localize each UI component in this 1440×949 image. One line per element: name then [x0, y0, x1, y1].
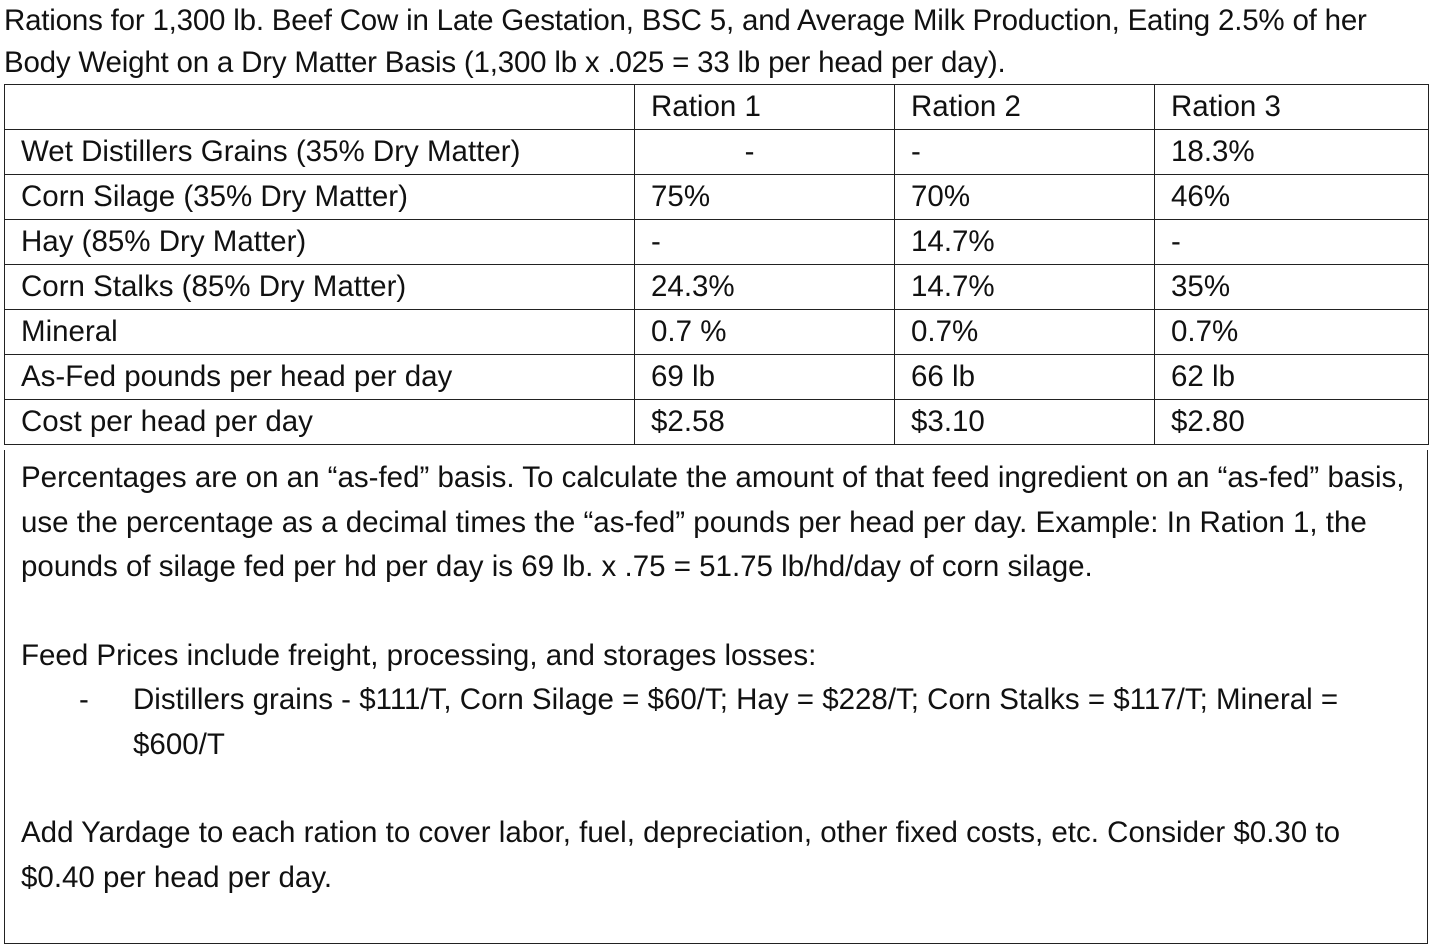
table-cell: $2.58 — [635, 400, 895, 445]
table-cell: $2.80 — [1155, 400, 1429, 445]
feed-prices-text: Distillers grains - $111/T, Corn Silage = $60/T; Hay = $228/T; Corn Stalks = $117/T; Mineral = $600/T — [133, 683, 1339, 761]
table-row — [5, 175, 1429, 220]
row-label-mineral: Mineral — [5, 310, 635, 355]
header-cell-ration-3: Ration 3 — [1155, 85, 1429, 130]
table-cell: 35% — [1155, 265, 1429, 310]
table-cell: 70% — [895, 175, 1155, 220]
spacer — [21, 767, 1407, 811]
notes-box — [4, 450, 1428, 944]
table-cell: 0.7% — [895, 310, 1155, 355]
row-label-cost-per-head: Cost per head per day — [5, 400, 635, 445]
table-header-row — [5, 85, 1429, 130]
table-cell: 46% — [1155, 175, 1429, 220]
table-cell: 0.7% — [1155, 310, 1429, 355]
table-row — [5, 130, 1429, 175]
as-fed-paragraph: Percentages are on an “as-fed” basis. To calculate the amount of that feed ingredient on an “as-fed” basis, use the percentage as a decimal times the “as-fed” pounds per head per day. Example: In Ration 1, the pounds of silage fed per hd per day is 69 lb. x .75 = 51.75 lb/hd/day of corn silage. — [21, 461, 1405, 583]
table-cell: - — [895, 130, 1155, 175]
row-label-corn-silage: Corn Silage (35% Dry Matter) — [5, 175, 635, 220]
table-cell: - — [635, 220, 895, 265]
row-label-wet-distillers-grains: Wet Distillers Grains (35% Dry Matter) — [5, 130, 635, 175]
row-label-hay: Hay (85% Dry Matter) — [5, 220, 635, 265]
table-cell: 66 lb — [895, 355, 1155, 400]
feed-prices-heading: Feed Prices include freight, processing, and storages losses: — [21, 638, 817, 672]
header-cell-ration-1: Ration 1 — [635, 85, 895, 130]
spacer — [21, 590, 1407, 634]
bullet-dash: - — [79, 683, 89, 716]
row-label-as-fed-pounds: As-Fed pounds per head per day — [5, 355, 635, 400]
table-cell: 0.7 % — [635, 310, 895, 355]
table-cell: 24.3% — [635, 265, 895, 310]
table-row — [5, 220, 1429, 265]
table-row — [5, 355, 1429, 400]
table-row — [5, 310, 1429, 355]
table-cell: 62 lb — [1155, 355, 1429, 400]
table-cell: 18.3% — [1155, 130, 1429, 175]
table-cell: - — [1155, 220, 1429, 265]
table-cell: $3.10 — [895, 400, 1155, 445]
table-row — [5, 400, 1429, 445]
row-label-corn-stalks: Corn Stalks (85% Dry Matter) — [5, 265, 635, 310]
table-row — [5, 265, 1429, 310]
document-title: Rations for 1,300 lb. Beef Cow in Late Gestation, BSC 5, and Average Milk Production, Eating 2.5% of her Body Weight on a Dry Matter Basis (1,300 lb x .025 = 33 lb per head per day). — [4, 4, 1367, 79]
table-cell: 14.7% — [895, 220, 1155, 265]
yardage-paragraph: Add Yardage to each ration to cover labor, fuel, depreciation, other fixed costs, etc. Consider $0.30 to $0.40 per head per day. — [21, 816, 1341, 894]
header-cell-empty — [5, 85, 635, 130]
table-cell: 69 lb — [635, 355, 895, 400]
table-cell: - — [635, 130, 895, 175]
ration-table — [4, 84, 1429, 445]
header-cell-ration-2: Ration 2 — [895, 85, 1155, 130]
table-cell: 14.7% — [895, 265, 1155, 310]
feed-prices-list-item — [21, 678, 1407, 767]
table-cell: 75% — [635, 175, 895, 220]
